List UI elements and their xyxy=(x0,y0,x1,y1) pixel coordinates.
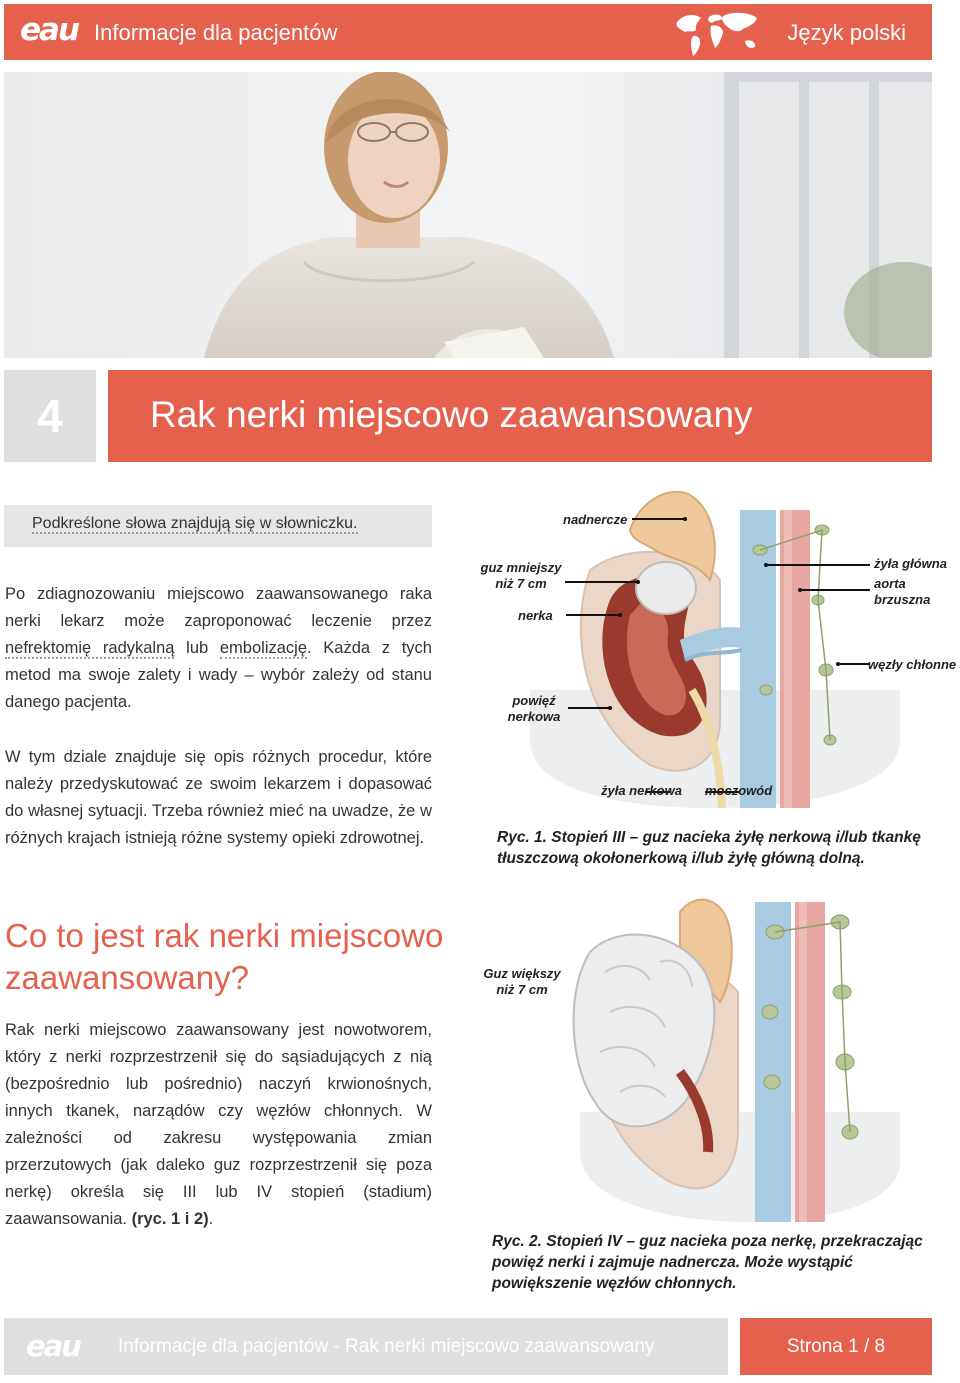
label-powiez: powięź nerkowa xyxy=(507,693,561,724)
intro-text-1: Po zdiagnozowaniu miejscowo zaawansowanego raka nerki lekarz może zaproponować leczenie przez xyxy=(5,585,432,630)
footer-eau-logo: eau xyxy=(26,1329,80,1363)
label-zyla-nerkowa: żyła nerkowa xyxy=(601,783,682,798)
glossary-link-embolizacja[interactable]: embolizację xyxy=(219,639,307,657)
hero-photo xyxy=(4,72,932,358)
world-map-icon xyxy=(671,8,763,58)
header-title: Informacje dla pacjentów xyxy=(94,20,338,45)
page-header xyxy=(4,4,932,60)
figure-2 xyxy=(470,892,960,1222)
figure-1-caption: Ryc. 1. Stopień III – guz nacieka żyłę nerkową i/lub tkankę tłuszczową okołonerkową i/lub żyłę główną dolną. xyxy=(497,829,921,867)
section-heading: Co to jest rak nerki miejscowo zaawansowany? xyxy=(5,917,444,996)
intro-paragraph xyxy=(5,581,432,716)
chapter-title: Rak nerki miejscowo zaawansowany xyxy=(108,370,932,462)
kidney-stage3-illustration xyxy=(470,490,960,808)
label-nadnercze: nadnercze xyxy=(563,512,628,527)
glossary-link-nefrektomia[interactable]: nefrektomię radykalną xyxy=(5,639,175,657)
glossary-note xyxy=(4,505,432,547)
intro-text-3: . Każda z tych metod ma swoje zalety i wady – wybór zależy od stanu danego pacjenta. xyxy=(5,639,432,711)
figure-2-caption: Ryc. 2. Stopień IV – guz nacieka poza nerkę, przekraczając powięź nerki i zajmuje nadnercza. Może wystąpić powiększenie węzłów chłonnych. xyxy=(492,1233,923,1292)
language-label: Język polski xyxy=(787,20,906,45)
label-guz-wiekszy: Guz większy niż 7 cm xyxy=(483,966,561,997)
label-wezly: węzły chłonne xyxy=(868,657,957,672)
chapter-number: 4 xyxy=(4,370,96,462)
page-number: Strona 1 / 8 xyxy=(740,1318,932,1375)
definition-paragraph xyxy=(5,1017,432,1233)
definition-end: . xyxy=(208,1210,214,1228)
label-guz: guz mniejszy niż 7 cm xyxy=(480,560,562,591)
definition-text: Rak nerki miejscowo zaawansowany jest nowotworem, który z nerki rozprzestrzenił się do sąsiadujących z nią (bezpośrednio lub pośrednio) naczyń krwionośnych, innych tkanek, narządów czy węzłów chłonnych. W zależności od zakresu występowania zmian przerzutowych (jak daleko guz rozprzestrzenił się poza nerkę) określa się III lub IV stopień (stadium) zaawansowania. xyxy=(5,1021,432,1228)
eau-logo: eau xyxy=(20,12,79,48)
label-moczowod: moczowód xyxy=(705,783,773,798)
figure-1 xyxy=(470,490,960,808)
footer-title: Informacje dla pacjentów - Rak nerki miejscowo zaawansowany xyxy=(118,1336,655,1357)
intro-text-2: lub xyxy=(174,639,220,657)
glossary-note-text: Podkreślone słowa znajdują się w słowniczku. xyxy=(32,515,358,532)
label-aorta: aorta brzuszna xyxy=(874,576,931,607)
label-nerka: nerka xyxy=(518,608,553,623)
figure-reference: (ryc. 1 i 2) xyxy=(131,1210,209,1228)
kidney-stage4-illustration xyxy=(470,892,960,1222)
label-zyla-glowna: żyła główna xyxy=(874,556,947,571)
procedures-paragraph: W tym dziale znajduje się opis różnych procedur, które należy przedyskutować ze swoim lekarzem i dopasować do własnej sytuacji. Trzeba również mieć na uwadze, że w różnych krajach istnieją różne systemy opieki zdrowotnej. xyxy=(5,748,432,847)
page-footer xyxy=(4,1318,728,1375)
